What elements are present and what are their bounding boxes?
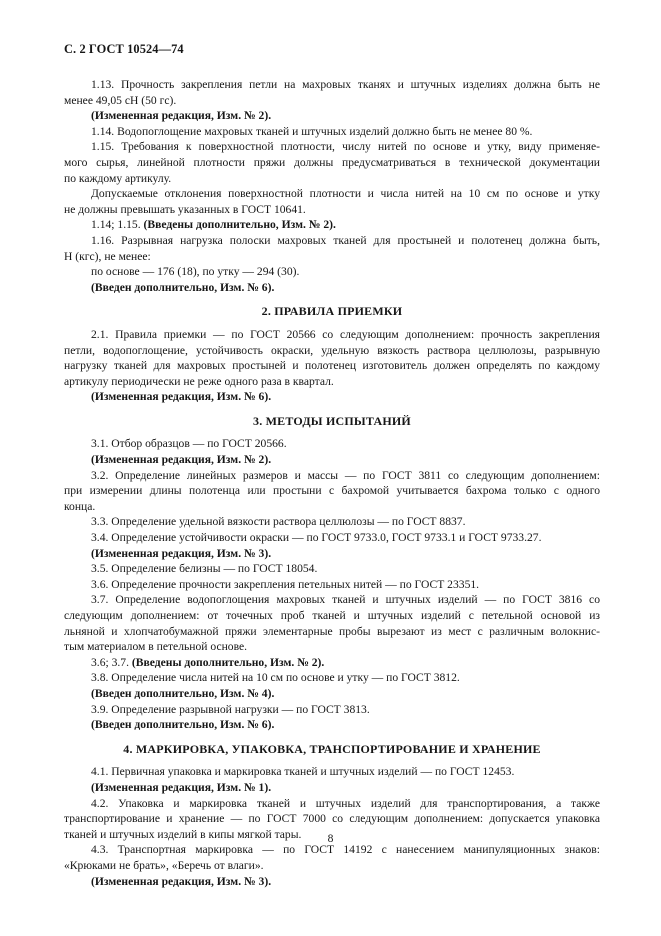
paragraph-line: нагрузку тканей для махровых простыней и полотенец изготовитель должен определять по каждому: [64, 359, 600, 373]
paragraph: [64, 468, 600, 515]
paragraph-line: по каждому артикулу.: [64, 171, 172, 185]
paragraph-line: 3.1. Отбор образцов — по ГОСТ 20566.: [91, 437, 287, 451]
amendment-note: (Измененная редакция, Изм. № 3).: [91, 546, 272, 560]
paragraph-line: 3.5. Определение белизны — по ГОСТ 18054.: [91, 562, 318, 576]
paragraph-line: менее 49,05 сН (50 гс).: [64, 93, 177, 107]
paragraph-line: мого сырья, линейной плотности пряжи должны предусматриваться в технической документации: [64, 155, 600, 169]
clause-reference: 3.6; 3.7.: [91, 655, 132, 669]
paragraph-line: транспортирование и хранение — по ГОСТ 7000 со следующим дополнением: допускается упаковка: [64, 812, 600, 826]
paragraph: [64, 436, 600, 452]
paragraph: [64, 670, 600, 686]
amendment-text: (Введены дополнительно, Изм. № 2).: [131, 655, 325, 669]
paragraph: [64, 77, 600, 108]
section-heading: 3. МЕТОДЫ ИСПЫТАНИЙ: [253, 413, 411, 428]
paragraph: [64, 186, 600, 217]
paragraph-line: 3.6. Определение прочности закрепления петельных нитей — по ГОСТ 23351.: [91, 577, 480, 591]
amendment-note: (Измененная редакция, Изм. № 6).: [91, 390, 272, 404]
paragraph-line: 1.15. Требования к поверхностной плотности, числу нитей по основе и утку, виду применяе-: [91, 140, 600, 154]
paragraph-line: тканей и штучных изделий в кипы мягкой тары.: [64, 827, 302, 841]
paragraph-line: Допускаемые отклонения поверхностной плотности и числа нитей на 10 см по основе и утку: [91, 187, 600, 201]
paragraph: [64, 592, 600, 654]
paragraph-line: 4.3. Транспортная маркировка — по ГОСТ 14192 с нанесением манипуляционных знаков:: [91, 843, 600, 857]
amendment-note: (Введен дополнительно, Изм. № 6).: [91, 718, 275, 732]
paragraph: [64, 577, 600, 593]
paragraph: [64, 530, 600, 546]
paragraph-line: 2.1. Правила приемки — по ГОСТ 20566 со следующим дополнением: прочность закрепления: [91, 327, 600, 341]
paragraph: [64, 842, 600, 873]
paragraph: [64, 264, 600, 280]
amendment-text: (Введены дополнительно, Изм. № 2).: [143, 218, 336, 232]
amendment-note: (Измененная редакция, Изм. № 2).: [91, 453, 272, 467]
paragraph-line: тым материалом в петельной основе.: [64, 640, 248, 654]
paragraph-line: 3.9. Определение разрывной нагрузки — по ГОСТ 3813.: [91, 702, 370, 716]
paragraph: [64, 124, 600, 140]
paragraph: [64, 764, 600, 780]
document-body: [64, 77, 600, 889]
amendment-note: (Введен дополнительно, Изм. № 6).: [91, 280, 275, 294]
amendment-note: (Измененная редакция, Изм. № 3).: [91, 874, 272, 888]
paragraph-line: 4.2. Упаковка и маркировка тканей и штучных изделий для транспортирования, а также: [91, 796, 600, 810]
paragraph-line: 3.7. Определение водопоглощения махровых тканей и штучных изделий — по ГОСТ 3816 со: [91, 593, 600, 607]
paragraph: [64, 139, 600, 186]
section-heading: 2. ПРАВИЛА ПРИЕМКИ: [261, 304, 403, 319]
amendment-note: [64, 217, 600, 233]
running-header: С. 2 ГОСТ 10524—74: [64, 42, 184, 56]
paragraph-line: 1.16. Разрывная нагрузка полоски махровых тканей для простыней и полотенец должна быть,: [91, 233, 600, 247]
amendment-note: (Измененная редакция, Изм. № 2).: [91, 109, 272, 123]
paragraph: [64, 327, 600, 389]
paragraph-line: 4.1. Первичная упаковка и маркировка тканей и штучных изделий — по ГОСТ 12453.: [91, 765, 515, 779]
paragraph: [64, 561, 600, 577]
paragraph-line: следующим дополнением: от точечных проб тканей и штучных изделий с петельной основой из: [64, 609, 600, 622]
paragraph: [64, 233, 600, 264]
paragraph-line: при измерении длины полотенца или простыни с бахромой учитывается бахрома только с одного: [64, 484, 600, 498]
paragraph: [64, 702, 600, 718]
paragraph-line: Н (кгс), не менее:: [64, 249, 151, 263]
page-number: 8: [327, 832, 334, 845]
paragraph-line: льняной и хлопчатобумажной пряжи элементарные пробы вырезают из мест с различным волокнис-: [64, 624, 600, 638]
paragraph-line: не должны превышать указанных в ГОСТ 10641.: [64, 202, 306, 216]
clause-reference: 1.14; 1.15.: [91, 218, 144, 232]
amendment-note: (Измененная редакция, Изм. № 1).: [91, 780, 272, 794]
paragraph-line: 3.3. Определение удельной вязкости раствора целлюлозы — по ГОСТ 8837.: [91, 515, 466, 529]
paragraph-line: артикулу периодически не реже одного раза в квартал.: [64, 374, 334, 388]
paragraph-line: 3.2. Определение линейных размеров и массы — по ГОСТ 3811 со следующим дополнением:: [91, 468, 600, 482]
amendment-note: [64, 655, 600, 671]
section-heading: 4. МАРКИРОВКА, УПАКОВКА, ТРАНСПОРТИРОВАНИЕ И ХРАНЕНИЕ: [123, 741, 541, 756]
paragraph-line: «Крюками не брать», «Беречь от влаги».: [64, 858, 264, 872]
paragraph: [64, 514, 600, 530]
paragraph-line: петли, водопоглощение, устойчивость окраски, удельную вязкость раствора целлюлозы, разрывную: [64, 343, 600, 357]
paragraph-line: по основе — 176 (18), по утку — 294 (30).: [91, 265, 300, 279]
paragraph-line: 3.4. Определение устойчивости окраски — по ГОСТ 9733.0, ГОСТ 9733.1 и ГОСТ 9733.27.: [91, 531, 542, 545]
paragraph-line: 1.13. Прочность закрепления петли на махровых тканях и штучных изделиях должна быть не: [91, 78, 600, 91]
paragraph-line: 3.8. Определение числа нитей на 10 см по основе и утку — по ГОСТ 3812.: [91, 671, 460, 685]
paragraph-line: 1.14. Водопоглощение махровых тканей и штучных изделий должно быть не менее 80 %.: [91, 124, 533, 138]
amendment-note: (Введен дополнительно, Изм. № 4).: [91, 686, 275, 700]
paragraph-line: конца.: [64, 499, 96, 513]
